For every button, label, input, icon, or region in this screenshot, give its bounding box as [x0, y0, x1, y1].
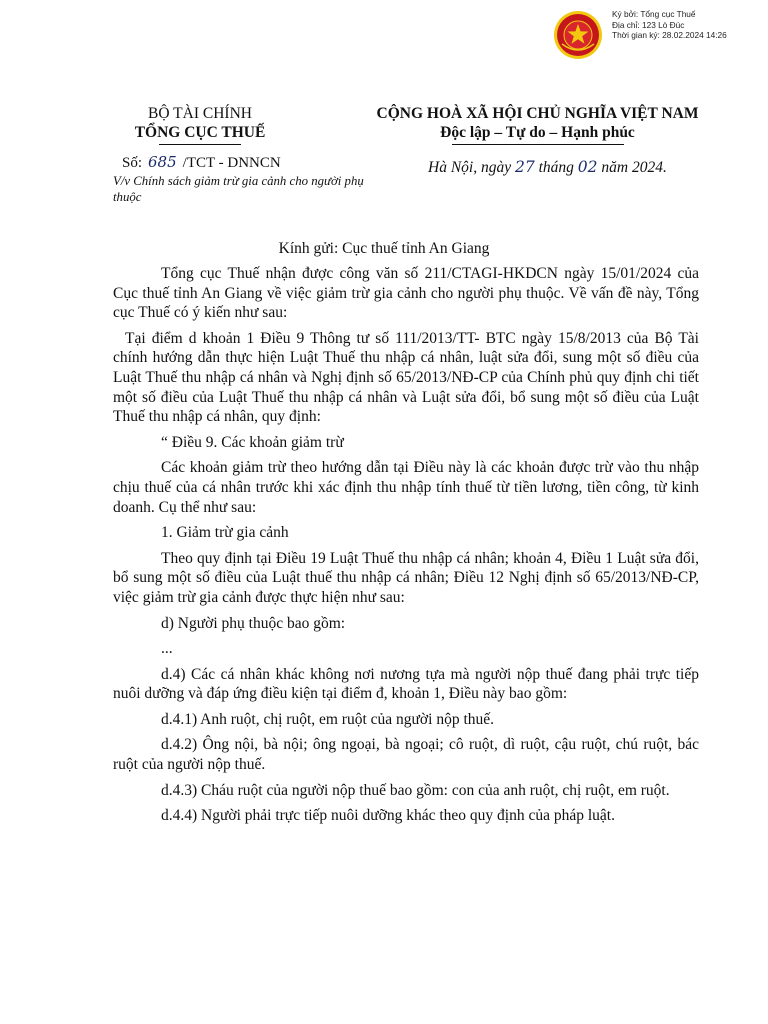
date-line — [428, 158, 667, 177]
digital-signature-info — [612, 9, 727, 41]
paragraph: Tại điểm d khoản 1 Điều 9 Thông tư số 111/2013/TT- BTC ngày 15/8/2013 của Bộ Tài chính hướng dẫn thực hiện Luật Thuế thu nhập cá nhân, luật sửa đổi, sung một số điều của Luật Thuế thu nhập cá nhân và Nghị định số 65/2013/NĐ-CP của Chính phủ quy định chi tiết một số điều của Luật Thuế thu nhập cá nhân và Luật sửa đổi, bổ sung một số điều của Luật Thuế thu nhập cá nhân, quy định: — [113, 329, 699, 426]
national-heading — [350, 104, 725, 145]
recipient-line: Kính gửi: Cục thuế tỉnh An Giang — [278, 240, 490, 257]
paragraph: “ Điều 9. Các khoản giảm trừ — [161, 433, 344, 451]
signature-address: Địa chỉ: 123 Lò Đúc — [612, 19, 685, 30]
paragraph: Tổng cục Thuế nhận được công văn số 211/CTAGI-HKDCN ngày 15/01/2024 của Cục thuế tỉnh An Giang về việc giảm trừ gia cảnh cho người phụ thuộc. Về vấn đề này, Tổng cục Thuế có ý kiến như sau: — [113, 265, 699, 322]
date-month-label: tháng — [534, 159, 578, 176]
paragraph: d.4.2) Ông nội, bà nội; ông ngoại, bà ngoại; cô ruột, dì ruột, cậu ruột, chú ruột, bác ruột của người nộp thuế. — [113, 736, 699, 774]
paragraph: Các khoản giảm trừ theo hướng dẫn tại Điều này là các khoản được trừ vào thu nhập chịu thuế của cá nhân trước khi xác định thu nhập tính thuế từ tiền lương, tiền công, từ kinh doanh. Cụ thể như sau: — [113, 459, 699, 516]
letter-body — [113, 264, 699, 832]
doc-no-suffix: /TCT - DNNCN — [182, 155, 281, 171]
paragraph: ... — [161, 640, 173, 658]
paragraph: 1. Giảm trừ gia cảnh — [161, 524, 289, 542]
date-year: năm 2024. — [597, 159, 667, 176]
doc-no-handwritten: 685 — [148, 153, 177, 171]
paragraph: d.4.1) Anh ruột, chị ruột, em ruột của người nộp thuế. — [161, 710, 495, 728]
document-number — [122, 153, 281, 172]
date-prefix: Hà Nội, ngày — [428, 159, 515, 176]
issuing-agency — [105, 104, 295, 145]
document-subject: V/v Chính sách giảm trừ gia cảnh cho người phụ thuộc — [113, 174, 364, 204]
country-name: CỘNG HOÀ XÃ HỘI CHỦ NGHĨA VIỆT NAM — [376, 105, 699, 122]
tax-department-seal-icon — [553, 10, 603, 60]
paragraph: d) Người phụ thuộc bao gồm: — [161, 614, 346, 632]
agency-underline — [159, 144, 241, 145]
date-month: 02 — [577, 158, 598, 176]
paragraph: d.4.4) Người phải trực tiếp nuôi dưỡng khác theo quy định của pháp luật. — [161, 807, 615, 825]
national-motto: Độc lập – Tự do – Hạnh phúc — [440, 124, 635, 141]
date-day: 27 — [514, 158, 535, 176]
agency-name: TỔNG CỤC THUẾ — [134, 124, 266, 141]
signature-time: Thời gian ký: 28.02.2024 14:26 — [612, 30, 727, 40]
paragraph: Theo quy định tại Điều 19 Luật Thuế thu nhập cá nhân; khoản 4, Điều 1 Luật sửa đổi, bổ sung một số điều của Luật thuế thu nhập cá nhân; Điều 12 Nghị định số 65/2013/NĐ-CP, việc giảm trừ gia cảnh được thực hiện như sau: — [113, 549, 699, 606]
paragraph: d.4.3) Cháu ruột của người nộp thuế bao gồm: con của anh ruột, chị ruột, em ruột. — [161, 781, 670, 799]
signature-signer: Ký bởi: Tổng cục Thuế — [612, 9, 696, 19]
paragraph: d.4) Các cá nhân khác không nơi nương tựa mà người nộp thuế đang phải trực tiếp nuôi dưỡng và đáp ứng điều kiện tại điểm đ, khoản 1, Điều này bao gồm: — [113, 665, 699, 703]
motto-underline — [452, 144, 624, 145]
doc-no-prefix: Số: — [122, 155, 143, 171]
ministry-name: BỘ TÀI CHÍNH — [148, 105, 252, 122]
